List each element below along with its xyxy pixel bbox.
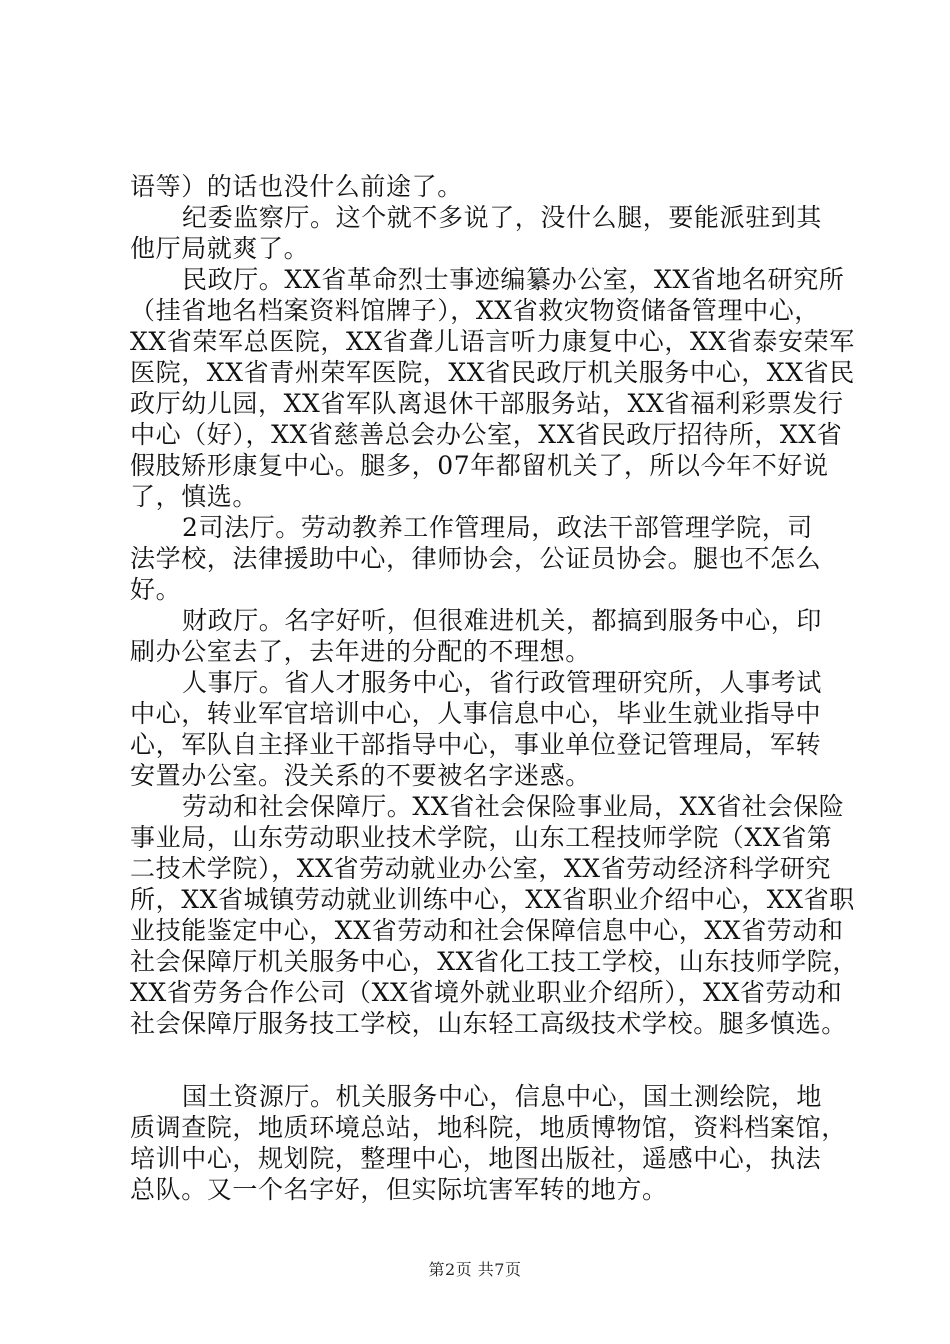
text-line: 总队。又一个名字好，但实际坑害军转的地方。 [130, 1175, 668, 1204]
text-line: 人事厅。省人才服务中心，省行政管理研究所，人事考试 [182, 668, 823, 697]
page-number: 第2页 共7页 [428, 1260, 522, 1279]
text-line: 民政厅。XX省革命烈士事迹编纂办公室，XX省地名研究所 [182, 265, 845, 294]
text-line: 2司法厅。劳动教养工作管理局，政法干部管理学院，司 [182, 513, 813, 542]
text-line: 培训中心，规划院，整理中心，地图出版社，遥感中心，执法 [130, 1144, 822, 1173]
text-line: 法学校，法律援助中心，律师协会，公证员协会。腿也不怎么 [130, 544, 822, 573]
text-line: 他厅局就爽了。 [130, 234, 310, 263]
text-line: XX省劳务合作公司（XX省境外就业职业介绍所），XX省劳动和 [130, 978, 843, 1007]
text-line: 中心（好），XX省慈善总会办公室，XX省民政厅招待所，XX省 [130, 420, 843, 449]
text-line: 业技能鉴定中心，XX省劳动和社会保障信息中心，XX省劳动和 [130, 916, 844, 945]
text-line: 纪委监察厅。这个就不多说了，没什么腿，要能派驻到其 [182, 203, 823, 232]
text-line: （挂省地名档案资料馆牌子），XX省救灾物资储备管理中心， [130, 296, 820, 325]
text-line: 刷办公室去了，去年进的分配的不理想。 [130, 637, 591, 666]
text-line: 医院，XX省青州荣军医院，XX省民政厅机关服务中心，XX省民 [130, 358, 855, 387]
paragraph-gap [130, 1039, 855, 1081]
text-line: 所，XX省城镇劳动就业训练中心，XX省职业介绍中心，XX省职 [130, 885, 855, 914]
text-line: 质调查院，地质环境总站，地科院，地质博物馆，资料档案馆， [130, 1113, 847, 1142]
text-line: 假肢矫形康复中心。腿多，07年都留机关了，所以今年不好说 [130, 451, 829, 480]
text-line: 事业局，山东劳动职业技术学院，山东工程技师学院（XX省第 [130, 823, 833, 852]
text-line: 语等）的话也没什么前途了。 [130, 172, 463, 201]
text-line: 社会保障厅服务技工学校，山东轻工高级技术学校。腿多慎选。 [130, 1009, 847, 1038]
text-line: 心，军队自主择业干部指导中心，事业单位登记管理局，军转 [130, 730, 822, 759]
text-line: 了，慎选。 [130, 482, 259, 511]
text-line: XX省荣军总医院，XX省聋儿语言听力康复中心，XX省泰安荣军 [130, 327, 855, 356]
text-line: 安置办公室。没关系的不要被名字迷惑。 [130, 761, 591, 790]
text-line: 中心，转业军官培训中心，人事信息中心，毕业生就业指导中 [130, 699, 822, 728]
text-line: 社会保障厅机关服务中心，XX省化工技工学校，山东技师学院， [130, 947, 858, 976]
text-line: 财政厅。名字好听，但很难进机关，都搞到服务中心，印 [182, 606, 823, 635]
text-line: 劳动和社会保障厅。XX省社会保险事业局，XX省社会保险 [182, 792, 845, 821]
text-line: 政厅幼儿园，XX省军队离退休干部服务站，XX省福利彩票发行 [130, 389, 844, 418]
text-line: 国土资源厅。机关服务中心，信息中心，国土测绘院，地 [182, 1082, 823, 1111]
document-body [130, 171, 858, 1205]
text-line: 二技术学院），XX省劳动就业办公室，XX省劳动经济科学研究 [130, 854, 832, 883]
text-line: 好。 [130, 575, 182, 604]
